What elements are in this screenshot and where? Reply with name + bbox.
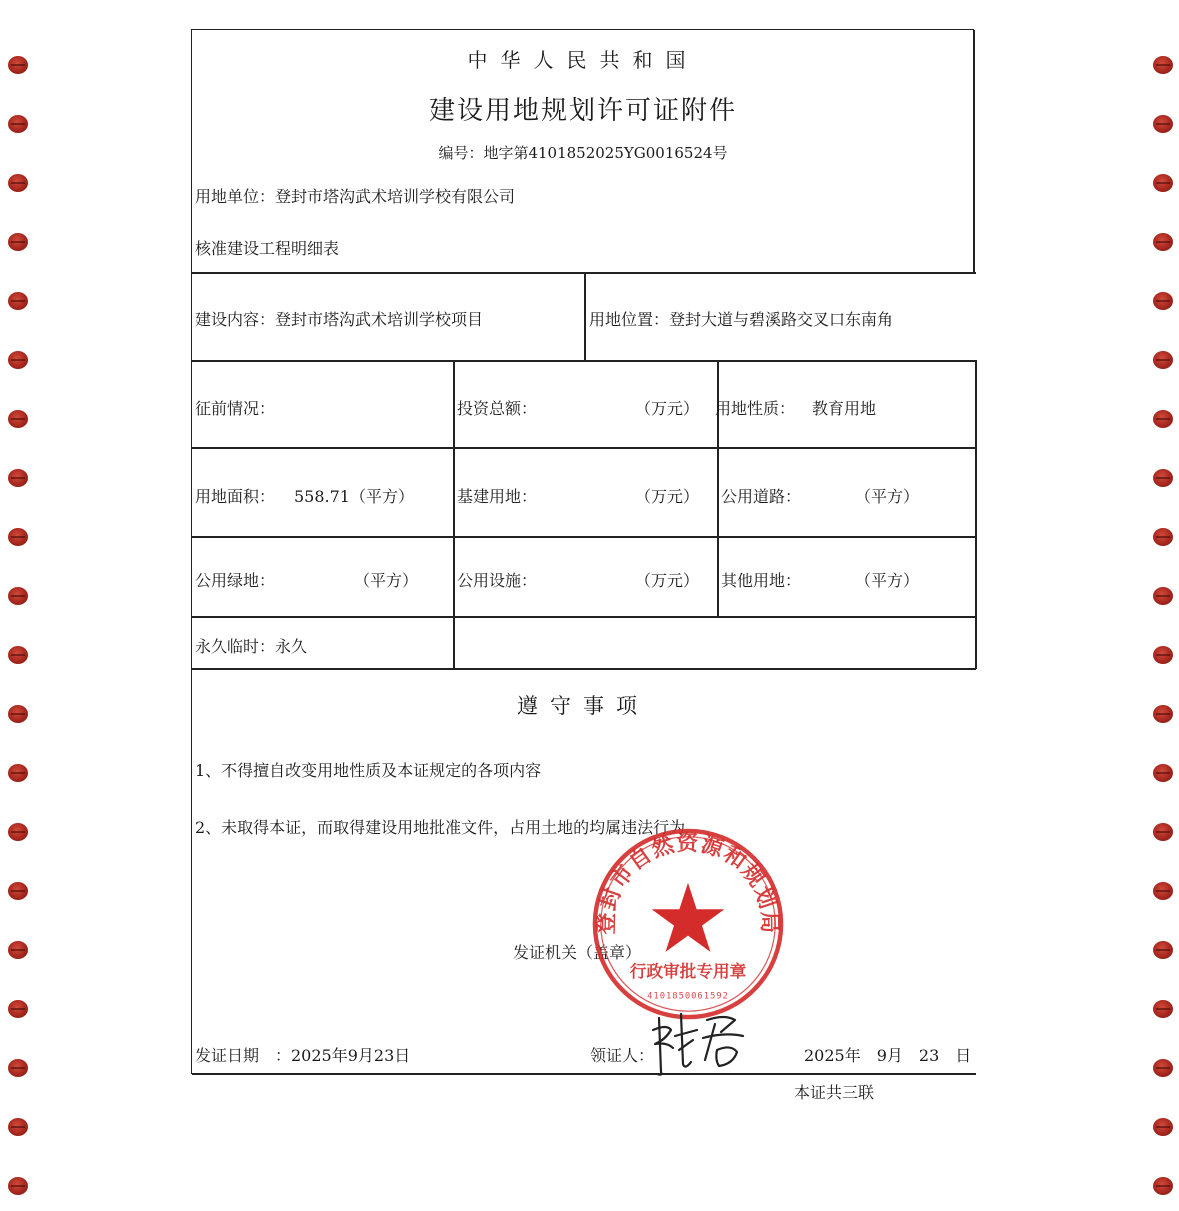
certificate-form [191, 29, 974, 1074]
feed-hole [1153, 646, 1173, 664]
feed-hole [1153, 233, 1173, 251]
public-road-label: 公用道路： [721, 487, 802, 506]
feed-hole [1153, 174, 1173, 192]
feed-hole [8, 941, 28, 959]
feed-hole [8, 1177, 28, 1195]
feed-hole [8, 646, 28, 664]
feed-hole [1153, 528, 1173, 546]
feed-hole [1153, 705, 1173, 723]
notice-item-2: 2、未取得本证，而取得建设用地批准文件，占用土地的均属违法行为 [195, 818, 686, 837]
land-area-label: 用地面积： [195, 487, 276, 506]
public-green-unit: （平方） [354, 571, 419, 590]
notice-item-1: 1、不得擅自改变用地性质及本证规定的各项内容 [195, 761, 542, 780]
feed-hole [8, 174, 28, 192]
recipient-label: 领证人： [590, 1046, 655, 1065]
issuer-label: 发证机关（盖章） [513, 943, 642, 962]
table-title: 核准建设工程明细表 [195, 239, 340, 258]
feed-hole [8, 351, 28, 369]
pre-acquisition-field: 征前情况： [195, 399, 276, 418]
document-title: 建设用地规划许可证附件 [428, 96, 737, 126]
construction-content-field: 建设内容：登封市塔沟武术培训学校项目 [195, 310, 484, 329]
feed-hole [1153, 56, 1173, 74]
seal-code: 4101850061592 [647, 991, 729, 1002]
feed-hole [1153, 1177, 1173, 1195]
permanence-field: 永久临时：永久 [195, 637, 308, 656]
official-seal [590, 826, 786, 1022]
certificate-number: 编号：地字第4101852025YG0016524号 [438, 144, 728, 162]
feed-hole [1153, 587, 1173, 605]
public-facilities-unit: （万元） [635, 571, 700, 590]
feed-hole [1153, 823, 1173, 841]
feed-hole [1153, 1000, 1173, 1018]
receipt-date: 2025年 9月 23 日 [804, 1046, 972, 1065]
issue-date: 发证日期 ：2025年9月23日 [195, 1046, 411, 1065]
feed-hole [1153, 1118, 1173, 1136]
seal-purpose: 行政审批专用章 [629, 960, 747, 981]
feed-hole [8, 56, 28, 74]
recipient-signature [645, 1000, 755, 1080]
feed-hole [8, 469, 28, 487]
feed-hole [1153, 941, 1173, 959]
seal-star-icon [652, 883, 725, 952]
investment-unit: （万元） [635, 399, 700, 418]
feed-hole [8, 1000, 28, 1018]
other-land-unit: （平方） [855, 571, 920, 590]
feed-hole [1153, 410, 1173, 428]
feed-hole [1153, 764, 1173, 782]
public-road-unit: （平方） [855, 487, 920, 506]
land-location-field: 用地位置：登封大道与碧溪路交叉口东南角 [589, 310, 894, 329]
land-nature-value: 教育用地 [812, 399, 877, 418]
feed-hole [8, 1118, 28, 1136]
public-green-label: 公用绿地： [195, 571, 276, 590]
feed-hole [8, 882, 28, 900]
feed-hole [8, 705, 28, 723]
feed-hole [1153, 1059, 1173, 1077]
feed-hole [8, 292, 28, 310]
feed-hole [1153, 882, 1173, 900]
feed-hole [1153, 115, 1173, 133]
feed-hole [1153, 469, 1173, 487]
land-area-value: 558.71（平方） [294, 487, 414, 506]
copies-note: 本证共三联 [794, 1083, 875, 1102]
country-name: 中华人民共和国 [467, 48, 699, 72]
feed-hole [1153, 292, 1173, 310]
feed-hole [1153, 351, 1173, 369]
investment-label: 投资总额： [457, 399, 538, 418]
feed-hole [8, 587, 28, 605]
land-nature-label: 用地性质： [715, 399, 796, 418]
feed-hole [8, 528, 28, 546]
feed-hole [8, 1059, 28, 1077]
seal-org-name: 登封市自然资源和规划局 [594, 831, 782, 935]
public-facilities-label: 公用设施： [457, 571, 538, 590]
other-land-label: 其他用地： [721, 571, 802, 590]
feed-hole [8, 115, 28, 133]
notice-title: 遵守事项 [517, 694, 649, 718]
feed-hole [8, 410, 28, 428]
feed-hole [8, 823, 28, 841]
infrastructure-land-label: 基建用地： [457, 487, 538, 506]
feed-hole [8, 233, 28, 251]
applicant-field: 用地单位：登封市塔沟武术培训学校有限公司 [195, 187, 516, 206]
feed-hole [8, 764, 28, 782]
infrastructure-land-unit: （万元） [635, 487, 700, 506]
